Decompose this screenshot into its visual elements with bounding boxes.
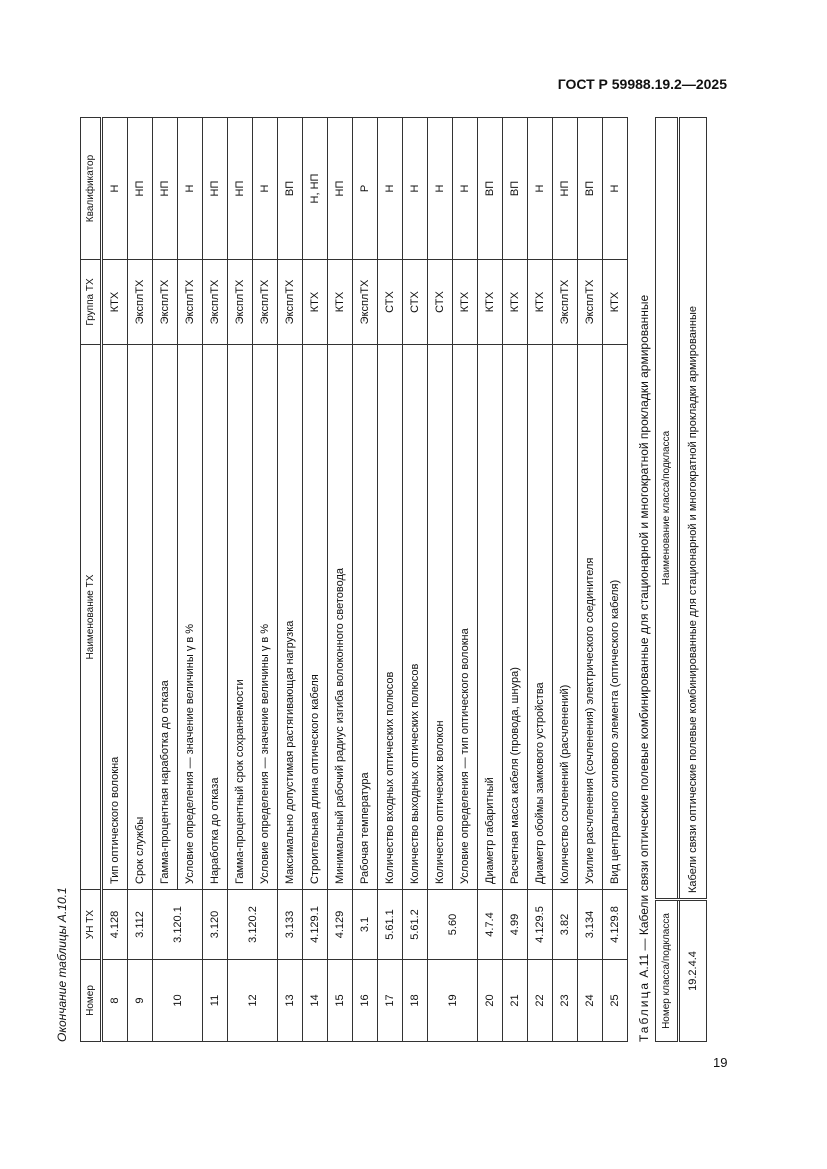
header-group: Группа ТХ xyxy=(81,260,102,345)
row-group: ЭксплТХ xyxy=(178,260,203,345)
header-number: Номер xyxy=(81,960,102,1042)
row-qualifier: Н xyxy=(528,118,553,260)
row-group: ЭксплТХ xyxy=(128,260,153,345)
row-number: 14 xyxy=(303,960,328,1042)
row-name: Вид центрального силового элемента (оптического кабеля) xyxy=(603,345,628,890)
row-group: ЭксплТХ xyxy=(228,260,253,345)
row-group: ЭксплТХ xyxy=(353,260,378,345)
row-qualifier: Н xyxy=(178,118,203,260)
row-name: Диаметр обоймы замкового устройства xyxy=(528,345,553,890)
table-row xyxy=(679,118,707,1042)
class-table xyxy=(655,117,707,1042)
row-name: Максимально допустимая растягивающая нагрузка xyxy=(278,345,303,890)
row-qualifier: НП xyxy=(228,118,253,260)
row-number: 21 xyxy=(503,960,528,1042)
row-group: СТХ xyxy=(378,260,403,345)
row-name: Количество оптических волокон xyxy=(428,345,453,890)
row-name: Количество выходных оптических полюсов xyxy=(403,345,428,890)
row-code: 4.128 xyxy=(102,890,128,960)
row-name: Наработка до отказа xyxy=(203,345,228,890)
row-qualifier: НП xyxy=(328,118,353,260)
row-group: СТХ xyxy=(403,260,428,345)
row-name: Условие определения — значение величины γ в % xyxy=(178,345,203,890)
row-group: СТХ xyxy=(428,260,453,345)
table-row xyxy=(378,118,403,1042)
row-group: ЭксплТХ xyxy=(578,260,603,345)
row-number: 16 xyxy=(353,960,378,1042)
row-qualifier: Р xyxy=(353,118,378,260)
rotated-content xyxy=(55,118,715,1042)
row-code: 4.7.4 xyxy=(478,890,503,960)
table-a11-caption xyxy=(637,295,651,1042)
table-row xyxy=(328,118,353,1042)
row-number: 23 xyxy=(553,960,578,1042)
row-number: 24 xyxy=(578,960,603,1042)
row-name: Количество сочленений (расчленений) xyxy=(553,345,578,890)
characteristics-table xyxy=(80,117,628,1042)
row-code: 3.133 xyxy=(278,890,303,960)
row-qualifier: ВП xyxy=(503,118,528,260)
header-class-number: Номер класса/подкласса xyxy=(656,900,679,1042)
row-number: 13 xyxy=(278,960,303,1042)
row-code: 4.99 xyxy=(503,890,528,960)
row-group: КТХ xyxy=(328,260,353,345)
row-number: 10 xyxy=(153,960,203,1042)
row-code: 3.120.2 xyxy=(228,890,278,960)
row-code: 5.61.1 xyxy=(378,890,403,960)
caption-prefix: Таблица xyxy=(637,980,651,1042)
table-row xyxy=(228,118,253,1042)
row-code: 3.112 xyxy=(128,890,153,960)
table-row xyxy=(553,118,578,1042)
header-class-name: Наименование класса/подкласса xyxy=(656,118,679,900)
row-code: 3.1 xyxy=(353,890,378,960)
table-row xyxy=(203,118,228,1042)
row-name: Рабочая температура xyxy=(353,345,378,890)
row-number: 15 xyxy=(328,960,353,1042)
table-row xyxy=(428,118,453,1042)
row-code: 4.129 xyxy=(328,890,353,960)
row-group: ЭксплТХ xyxy=(553,260,578,345)
row-number: 12 xyxy=(228,960,278,1042)
row-code: 3.120.1 xyxy=(153,890,203,960)
row-name: Диаметр габаритный xyxy=(478,345,503,890)
table-row xyxy=(128,118,153,1042)
table-row xyxy=(478,118,503,1042)
row-name: Тип оптического волокна xyxy=(102,345,128,890)
row-qualifier: Н xyxy=(428,118,453,260)
row-code: 3.82 xyxy=(553,890,578,960)
document-code: ГОСТ Р 59988.19.2—2025 xyxy=(557,76,727,92)
row-qualifier: Н xyxy=(378,118,403,260)
row-number: 22 xyxy=(528,960,553,1042)
row-group: ЭксплТХ xyxy=(203,260,228,345)
row-code: 5.61.2 xyxy=(403,890,428,960)
row-number: 9 xyxy=(128,960,153,1042)
table-row xyxy=(603,118,628,1042)
row-qualifier: Н xyxy=(102,118,128,260)
row-code: 4.129.1 xyxy=(303,890,328,960)
table-row xyxy=(503,118,528,1042)
row-code: 4.129.8 xyxy=(603,890,628,960)
row-number: 11 xyxy=(203,960,228,1042)
row-qualifier: Н xyxy=(403,118,428,260)
row-group: ЭксплТХ xyxy=(253,260,278,345)
table-header-row xyxy=(656,118,679,1042)
row-qualifier: НП xyxy=(553,118,578,260)
row-qualifier: ВП xyxy=(278,118,303,260)
row-code: 3.134 xyxy=(578,890,603,960)
row-number: 18 xyxy=(403,960,428,1042)
class-number: 19.2.4.4 xyxy=(679,900,707,1042)
row-number: 8 xyxy=(102,960,128,1042)
row-name: Усилие расчленения (сочленения) электрического соединителя xyxy=(578,345,603,890)
row-group: КТХ xyxy=(453,260,478,345)
row-group: КТХ xyxy=(503,260,528,345)
header-name: Наименование ТХ xyxy=(81,345,102,890)
row-group: ЭксплТХ xyxy=(278,260,303,345)
row-code: 5.60 xyxy=(428,890,478,960)
row-name: Минимальный рабочий радиус изгиба волоконного световода xyxy=(328,345,353,890)
row-name: Условие определения — значение величины γ в % xyxy=(253,345,278,890)
row-group: КТХ xyxy=(603,260,628,345)
row-name: Условие определения — тип оптического волокна xyxy=(453,345,478,890)
row-qualifier: НП xyxy=(153,118,178,260)
row-qualifier: НП xyxy=(128,118,153,260)
row-qualifier: Н xyxy=(253,118,278,260)
row-qualifier: Н, НП xyxy=(303,118,328,260)
row-name: Срок службы xyxy=(128,345,153,890)
row-number: 20 xyxy=(478,960,503,1042)
class-name: Кабели связи оптические полевые комбинированные для стационарной и многократной прокладки армированные xyxy=(679,118,707,900)
row-qualifier: Н xyxy=(603,118,628,260)
row-number: 17 xyxy=(378,960,403,1042)
table-row xyxy=(528,118,553,1042)
row-number: 25 xyxy=(603,960,628,1042)
row-qualifier: ВП xyxy=(478,118,503,260)
row-number: 19 xyxy=(428,960,478,1042)
row-name: Количество входных оптических полюсов xyxy=(378,345,403,890)
row-name: Гамма-процентная наработка до отказа xyxy=(153,345,178,890)
table-continuation-caption: Окончание таблицы А.10.1 xyxy=(55,887,69,1042)
row-code: 4.129.5 xyxy=(528,890,553,960)
row-qualifier: НП xyxy=(203,118,228,260)
table-header-row xyxy=(81,118,102,1042)
table-row xyxy=(278,118,303,1042)
header-code: УН ТХ xyxy=(81,890,102,960)
row-qualifier: Н xyxy=(453,118,478,260)
row-qualifier: ВП xyxy=(578,118,603,260)
table-row xyxy=(153,118,178,1042)
row-group: КТХ xyxy=(303,260,328,345)
table-row xyxy=(353,118,378,1042)
row-group: ЭксплТХ xyxy=(153,260,178,345)
row-group: КТХ xyxy=(528,260,553,345)
row-code: 3.120 xyxy=(203,890,228,960)
page-number: 19 xyxy=(713,1055,728,1070)
row-group: КТХ xyxy=(478,260,503,345)
table-row xyxy=(102,118,128,1042)
row-name: Гамма-процентный срок сохраняемости xyxy=(228,345,253,890)
table-row xyxy=(403,118,428,1042)
row-name: Строительная длина оптического кабеля xyxy=(303,345,328,890)
table-row xyxy=(578,118,603,1042)
row-group: КТХ xyxy=(102,260,128,345)
caption-text: А.11 — Кабели связи оптические полевые комбинированные для стационарной и многократной прокладки армированные xyxy=(637,294,651,978)
header-qualifier: Квалификатор xyxy=(81,118,102,260)
table-row xyxy=(303,118,328,1042)
row-name: Расчетная масса кабеля (провода, шнура) xyxy=(503,345,528,890)
